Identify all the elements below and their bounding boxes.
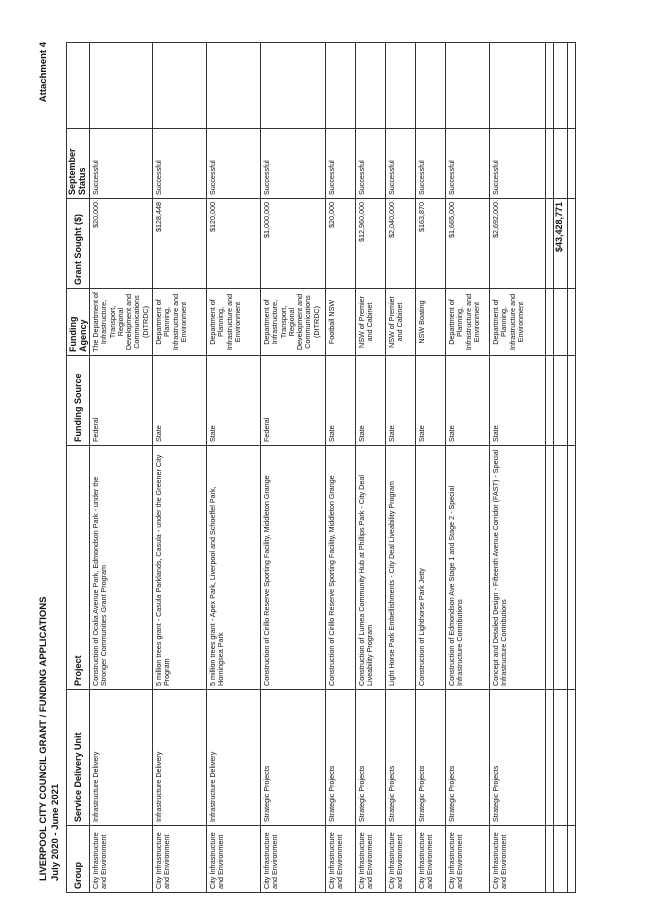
total-row (553, 43, 567, 893)
col-header-blank (67, 43, 90, 129)
cell-source: State (445, 356, 489, 446)
blank-row (567, 43, 575, 893)
table-row (445, 43, 489, 893)
table-header-row (67, 43, 90, 893)
cell-project: Construction of Lighthorse Park Jetty (415, 446, 445, 690)
cell-agency: Department of Planning, Infrastructure and Environment (152, 289, 206, 356)
cell-source: State (206, 356, 260, 446)
cell-unit: Infrastructure Delivery (90, 690, 153, 826)
cell-grant: $163,870 (415, 199, 445, 289)
cell-status: Successful (260, 129, 325, 199)
cell-source: State (385, 356, 415, 446)
cell-unit: Strategic Projects (260, 690, 325, 826)
cell-blank (260, 43, 325, 129)
cell-project: 5 million trees grant - Apex Park, Liverpool and Schoeffel Park, Horningsea Park (206, 446, 260, 690)
status-header-line2: Status (77, 167, 87, 195)
cell-blank (415, 43, 445, 129)
cell-unit: Strategic Projects (355, 690, 385, 826)
cell-status: Successful (325, 129, 355, 199)
col-header-project: Project (67, 446, 90, 690)
table-row (355, 43, 385, 893)
cell-status: Successful (445, 129, 489, 199)
table-row (325, 43, 355, 893)
cell-agency: NSW Boating (415, 289, 445, 356)
cell-group: City Infrastructure and Environment (489, 826, 545, 893)
cell-agency: Football NSW (325, 289, 355, 356)
cell-group: City Infrastructure and Environment (152, 826, 206, 893)
cell-group: City Infrastructure and Environment (385, 826, 415, 893)
cell-agency: Department of Planning, Infrastructure and Environment (445, 289, 489, 356)
table-row (152, 43, 206, 893)
col-header-agency: Funding Agency (67, 289, 90, 356)
cell-project: Construction of Lumea Community Hub at Phillips Park - City Deal Liveability Program (355, 446, 385, 690)
table-row (385, 43, 415, 893)
cell-group: City Infrastructure and Environment (445, 826, 489, 893)
grant-applications-table (66, 42, 576, 893)
cell-unit: Strategic Projects (489, 690, 545, 826)
blank-row (545, 43, 553, 893)
table-row (415, 43, 445, 893)
cell-blank (445, 43, 489, 129)
cell-project: Construction of Edmondson Ave Stage 1 and Stage 2 - Special Infrastructure Contributions (445, 446, 489, 690)
cell-source: State (325, 356, 355, 446)
cell-status: Successful (90, 129, 153, 199)
table-row (206, 43, 260, 893)
cell-grant: $20,000 (90, 199, 153, 289)
cell-grant: $128,448 (152, 199, 206, 289)
cell-unit: Infrastructure Delivery (206, 690, 260, 826)
cell-agency: Department of Planning, Infrastructure and Environment (489, 289, 545, 356)
cell-source: State (355, 356, 385, 446)
cell-unit: Strategic Projects (385, 690, 415, 826)
cell-status: Successful (385, 129, 415, 199)
col-header-grant: Grant Sought ($) (67, 199, 90, 289)
cell-blank (385, 43, 415, 129)
cell-grant: $2,692,000 (489, 199, 545, 289)
cell-agency: Department of Infrastructure, Transport, Regional Development and Communications (DITRDC) (260, 289, 325, 356)
cell-source: Federal (90, 356, 153, 446)
cell-group: City Infrastructure and Environment (415, 826, 445, 893)
cell-group: City Infrastructure and Environment (260, 826, 325, 893)
cell-source: State (152, 356, 206, 446)
cell-blank (152, 43, 206, 129)
document-period: July 2020 - June 2021 (50, 783, 61, 881)
cell-unit: Strategic Projects (415, 690, 445, 826)
cell-grant: $12,960,000 (355, 199, 385, 289)
cell-grant: $2,040,000 (385, 199, 415, 289)
col-header-unit: Service Delivery Unit (67, 690, 90, 826)
cell-project: 5 million trees grant - Casula Parklands, Casula - under the Greener City Program (152, 446, 206, 690)
table-row (90, 43, 153, 893)
grant-total: $43,428,771 (553, 199, 567, 289)
cell-project: Construction of Cirillo Reserve Sporting Facility, Middleton Grange (325, 446, 355, 690)
cell-blank (206, 43, 260, 129)
cell-group: City Infrastructure and Environment (90, 826, 153, 893)
cell-blank (90, 43, 153, 129)
cell-source: Federal (260, 356, 325, 446)
cell-grant: $1,000,000 (260, 199, 325, 289)
cell-blank (325, 43, 355, 129)
cell-blank (355, 43, 385, 129)
table-row (489, 43, 545, 893)
cell-group: City Infrastructure and Environment (206, 826, 260, 893)
cell-grant: $1,665,000 (445, 199, 489, 289)
cell-unit: Strategic Projects (325, 690, 355, 826)
cell-agency: Department of Planning, Infrastructure and Environment (206, 289, 260, 356)
cell-blank (489, 43, 545, 129)
col-header-status (67, 129, 90, 199)
cell-source: State (489, 356, 545, 446)
cell-source: State (415, 356, 445, 446)
col-header-source: Funding Source (67, 356, 90, 446)
cell-project: Construction of Ocalia Avenue Park, Edmondson Park - under the Stronger Communities Grant Program (90, 446, 153, 690)
attachment-label: Attachment 4 (38, 42, 49, 103)
cell-project: Light Horse Park Embellishments - City Deal Liveability Program (385, 446, 415, 690)
cell-grant: $120,000 (206, 199, 260, 289)
cell-status: Successful (489, 129, 545, 199)
cell-status: Successful (152, 129, 206, 199)
cell-unit: Infrastructure Delivery (152, 690, 206, 826)
cell-unit: Strategic Projects (445, 690, 489, 826)
cell-agency: NSW of Premier and Cabinet (385, 289, 415, 356)
cell-grant: $20,000 (325, 199, 355, 289)
cell-agency: The Department of Infrastructure, Transport, Regional Development and Communications (DITRDC) (90, 289, 153, 356)
cell-status: Successful (355, 129, 385, 199)
col-header-group: Group (67, 826, 90, 893)
cell-status: Successful (415, 129, 445, 199)
cell-project: Concept and Detailed Design - Fifteenth Avenue Corridor (FAST) - Special Infrastructure Contributions (489, 446, 545, 690)
document-title: LIVERPOOL CITY COUNCIL GRANT / FUNDING APPLICATIONS (38, 596, 49, 881)
cell-project: Construction of Cirillo Reserve Sporting Facility, Middleton Grange (260, 446, 325, 690)
table-row (260, 43, 325, 893)
cell-status: Successful (206, 129, 260, 199)
status-header-line1: September (67, 148, 78, 195)
cell-agency: NSW of Premier and Cabinet (355, 289, 385, 356)
cell-group: City Infrastructure and Environment (325, 826, 355, 893)
cell-group: City Infrastructure and Environment (355, 826, 385, 893)
